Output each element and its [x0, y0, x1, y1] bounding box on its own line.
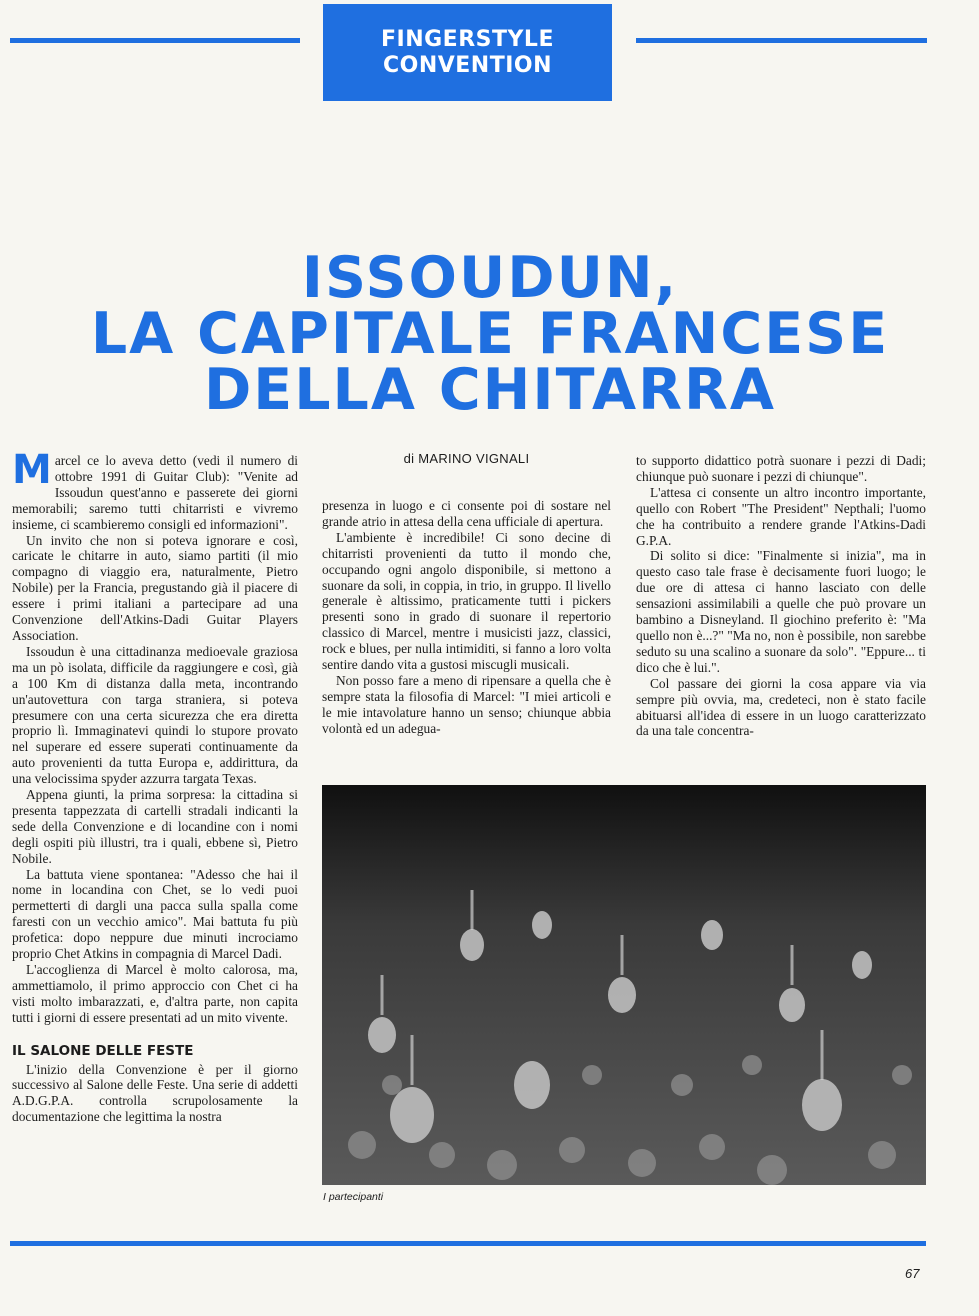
- paragraph-text: arcel ce lo aveva detto (vedi il numero di ottobre 1991 di Guitar Club): "Venite ad Issoudun quest'anno e passerete dei giorni memorabili; saremo tutti chitarristi e vivremo insieme, ci scambieremo consigli ed informazioni".: [12, 453, 298, 532]
- headline-line3: DELLA CHITARRA: [203, 357, 777, 423]
- article-paragraph: L'accoglienza di Marcel è molto calorosa, ma, ammettiamolo, il primo approccio con Chet ci ha visti molto imbarazzati, e, d'altra parte, non capita tutti i giorni di essere presentati ad un mito vivente.: [12, 962, 298, 1025]
- section-label-line2: CONVENTION: [382, 52, 553, 78]
- article-column-2: [322, 498, 611, 737]
- article-column-1: [12, 447, 298, 1125]
- drop-cap: M: [12, 447, 52, 493]
- headline-line1: ISSOUDUN,: [301, 245, 679, 311]
- article-paragraph: L'attesa ci consente un altro incontro importante, quello con Robert "The President" Nepthali; l'uomo che ha contribuito a rendere grande l'Atkins-Dadi G.P.A.: [636, 484, 926, 548]
- article-paragraph: Di solito si dice: "Finalmente si inizia", ma in questo caso tale frase è decisamente fuori luogo; le due ore di attesa ci hanno lasciato con delle sensazioni assimilabili a quelle che può provare un bambino a Disneyland. Il giochino preferito è: "Ma quello non è...?" "Ma no, non è possibile, non sarebbe seduto su una scalino a suonare da solo". "Eppure... ti dico che è lui.".: [636, 548, 926, 675]
- article-paragraph: presenza in luogo e ci consente poi di sostare nel grande atrio in attesa della cena ufficiale di apertura.: [322, 498, 611, 529]
- article-paragraph: La battuta viene spontanea: "Adesso che hai il nome in locandina con Chet, se lo vedi puoi permetterti di dargli una pacca sulla spalla come faresti con un vecchio amico". Mai battuta fu più profetica: dopo neppure due minuti incrociamo proprio Chet Atkins in compagnia di Marcel Dadi.: [12, 866, 298, 962]
- crowd-photo-image: [322, 785, 926, 1185]
- section-label-box: [323, 4, 612, 101]
- crowd-photo: [322, 785, 926, 1185]
- top-rule-left: [10, 38, 300, 43]
- article-paragraph: Un invito che non si poteva ignorare e così, caricate le chitarre in auto, siamo partiti (il mio compagno di viaggio era, naturalmente, Pietro Nobile) per la Francia, pregustando già il piacere di essere i primi italiani a partecipare ad una Convenzione dell'Atkins-Dadi Guitar Players Association.: [12, 532, 298, 643]
- headline: [60, 245, 920, 423]
- article-paragraph: Col passare dei giorni la cosa appare via via sempre più ovvia, ma, credeteci, non è stato facile abituarsi all'idea di essere in un luogo caratterizzato da una tale concentra-: [636, 675, 926, 739]
- article-paragraph: [12, 447, 298, 533]
- article-paragraph: L'ambiente è incredibile! Ci sono decine di chitarristi provenienti da tutto il mondo che, occupando ogni angolo disponibile, si mettono a suonare da soli, in coppia, in trio, in gruppo. Il livello generale è altissimo, praticamente tutti i pickers presenti sono in grado di suonare il repertorio classico di Marcel, mentre i musicisti jazz, classici, rock e blues, per nulla intimiditi, si fanno a loro volta sentire dando vita a gustosi miscugli musicali.: [322, 529, 611, 673]
- article-paragraph: Issoudun è una cittadinanza medioevale graziosa ma un pò isolata, difficile da raggiungere e così, già a 100 Km di distanza dalla meta, incontrando un'autovettura con targa straniera, si poteva presumere con una certa sicurezza che era diretta proprio lì. Immaginatevi quindi lo stupore provato nel superare ed essere superati continuamente da auto provenienti da tutta Europa e, addirittura, da una velocissima spyder azzurra targata Texas.: [12, 643, 298, 787]
- article-paragraph: to supporto didattico potrà suonare i pezzi di Dadi; chiunque può suonare i pezzi di chiunque".: [636, 453, 926, 484]
- photo-caption: I partecipanti: [323, 1191, 384, 1203]
- article-paragraph: Non posso fare a meno di ripensare a quella che è sempre stata la filosofia di Marcel: "I miei articoli e le mie intavolature hanno un senso; chiunque abbia volontà ed un adegua-: [322, 672, 611, 736]
- top-rule-right: [636, 38, 927, 43]
- section-subheading: IL SALONE DELLE FESTE: [12, 1042, 194, 1059]
- section-label-line1: FINGERSTYLE: [381, 26, 554, 52]
- article-paragraph: L'inizio della Convenzione è per il giorno successivo al Salone delle Feste. Una serie di addetti A.D.G.P.A. controlla scrupolosamente la documentazione che legittima la nostra: [12, 1061, 298, 1125]
- headline-line2: LA CAPITALE FRANCESE: [90, 301, 890, 367]
- page-number: 67: [905, 1266, 920, 1281]
- byline: di MARINO VIGNALI: [403, 451, 530, 466]
- article-column-3: [636, 453, 926, 739]
- article-paragraph: Appena giunti, la prima sorpresa: la cittadina si presenta tappezzata di cartelli stradali indicanti la sede della Convenzione e di locandine con i nomi degli ospiti più illustri, tra i quali, ebbene sì, Pietro Nobile.: [12, 787, 298, 866]
- bottom-rule: [10, 1241, 926, 1246]
